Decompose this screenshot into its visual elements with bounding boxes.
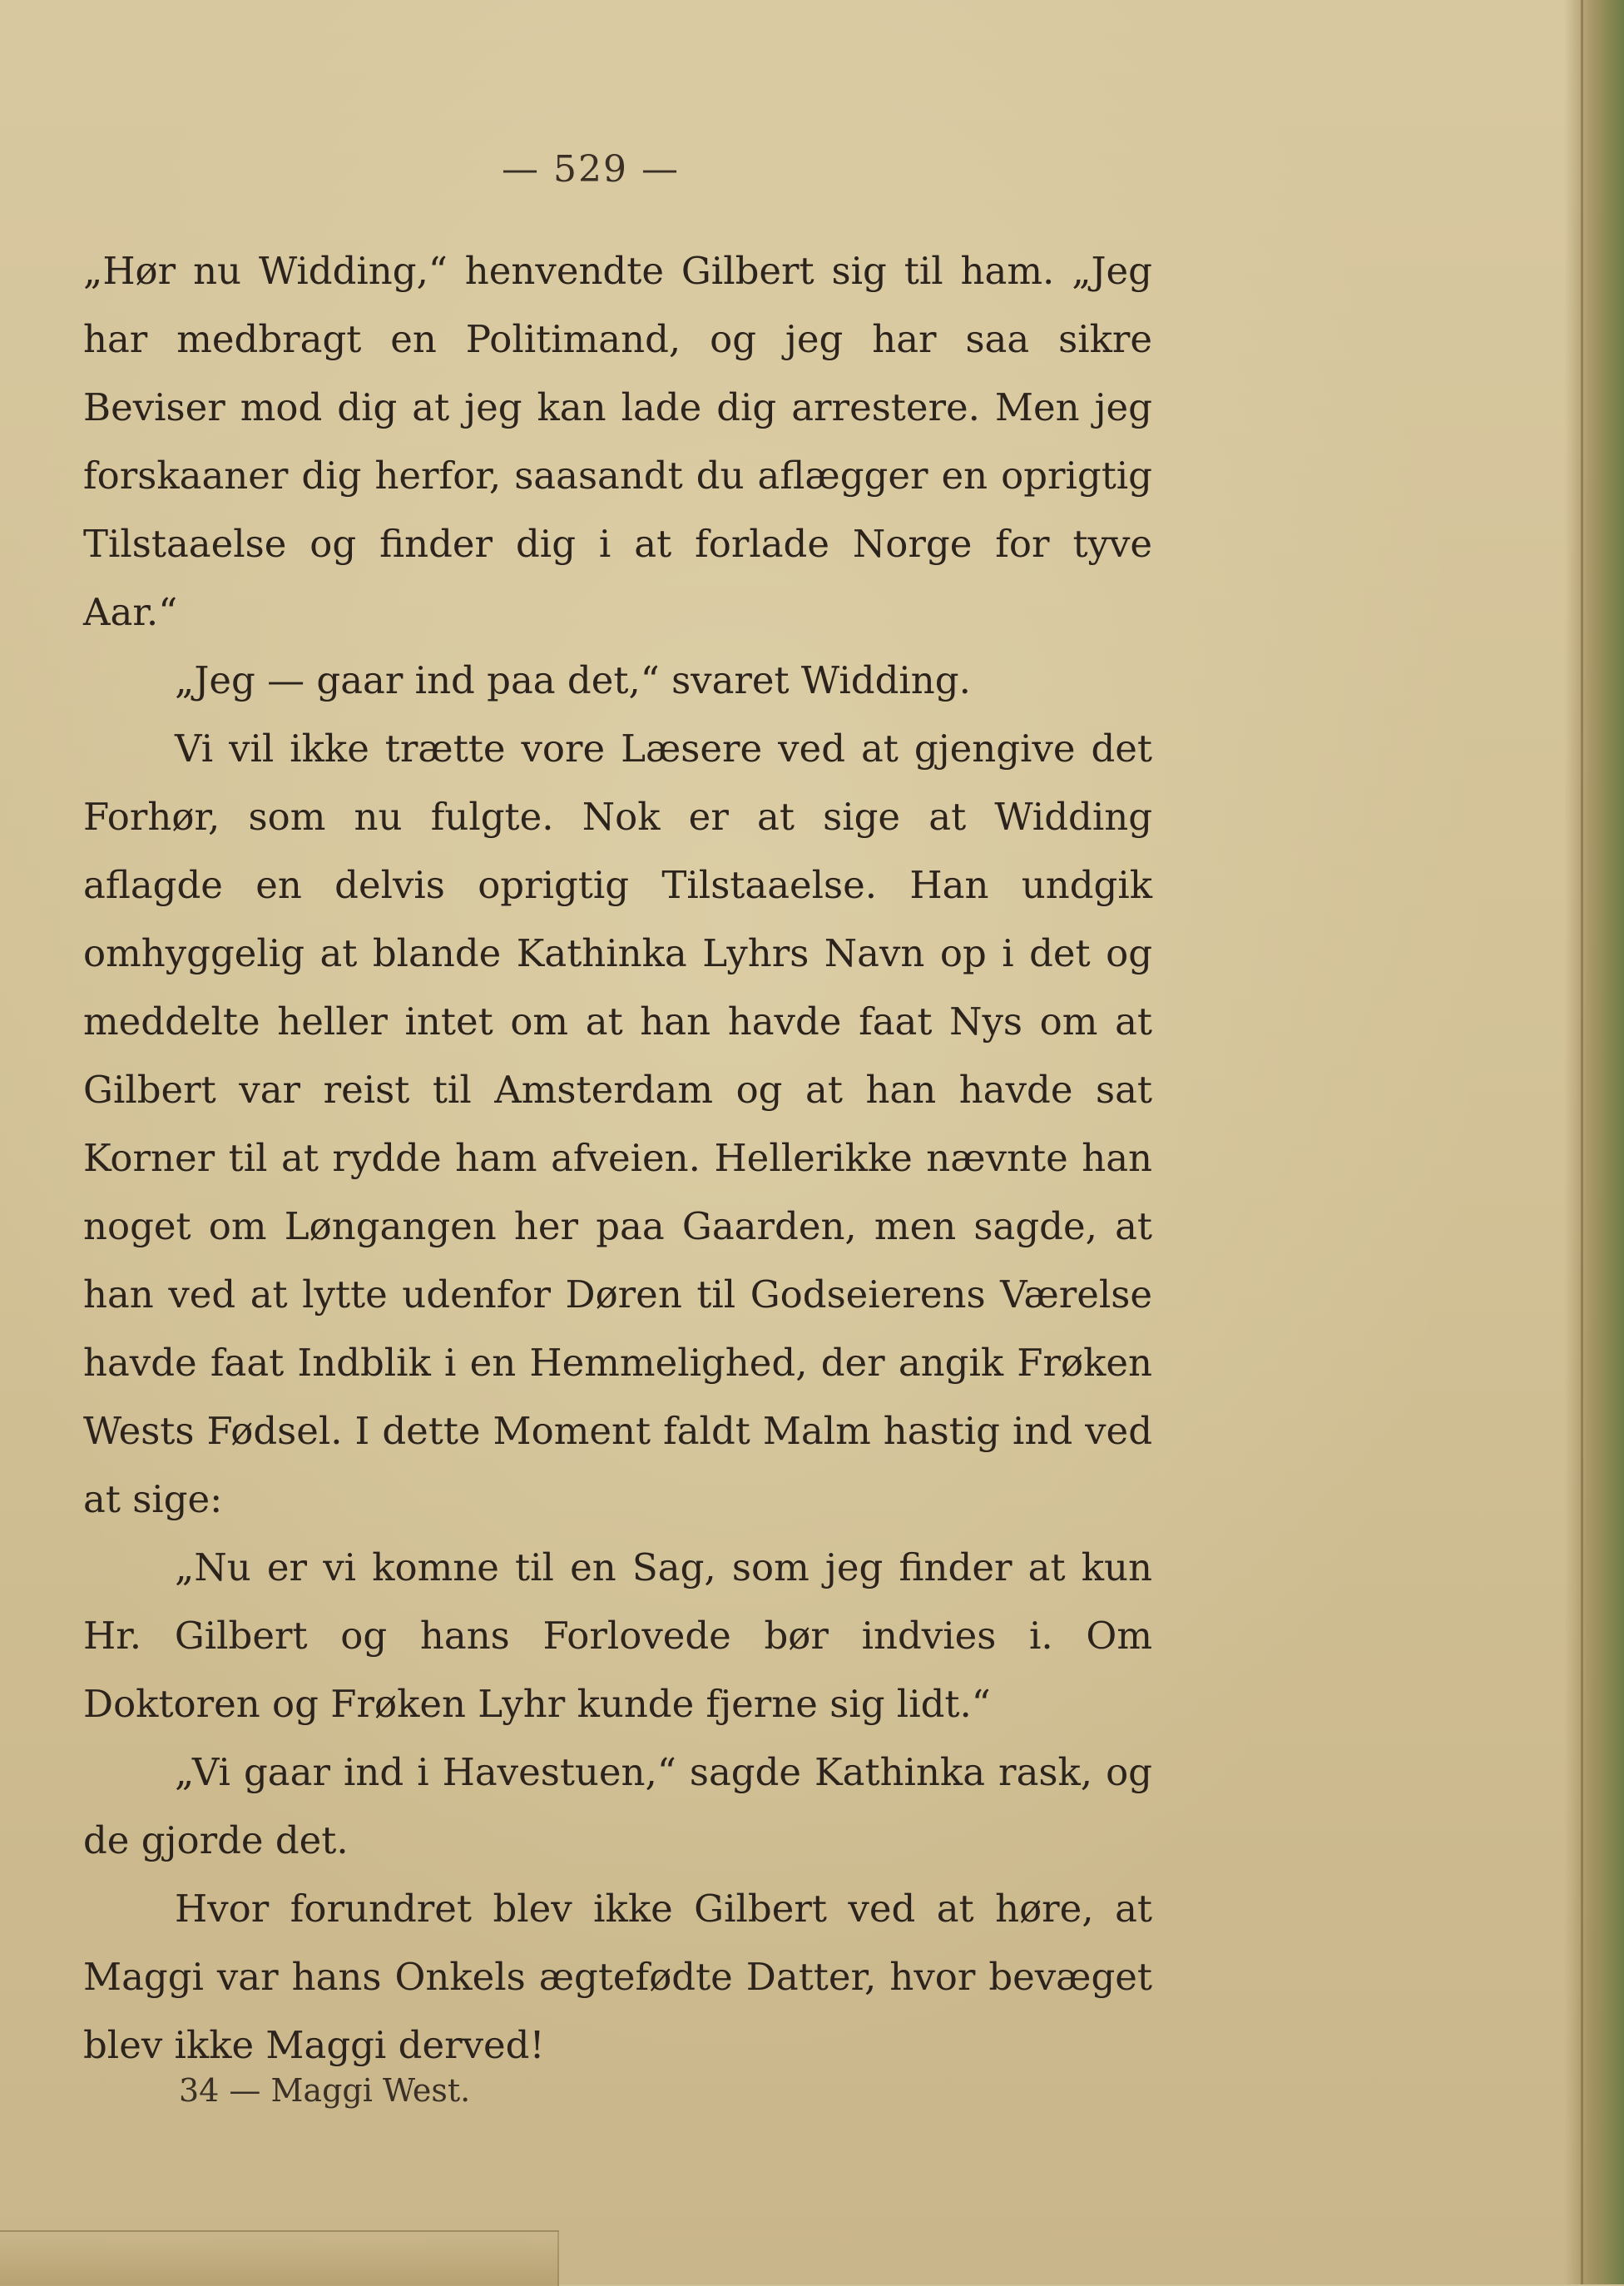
paragraph-2: „Jeg — gaar ind paa det,“ svaret Widding. [175,658,971,702]
paragraph-6: Hvor forundret blev ikke Gilbert ved at høre, at Maggi var hans Onkels ægtefødte Datter, hvor bevæget blev ikke Maggi derved! [83,1887,1152,2067]
page-bottom-tear [0,2230,559,2286]
paragraph-4: „Nu er vi komne til en Sag, som jeg finder at kun Hr. Gilbert og hans Forlovede bør indvies i. Om Doktoren og Frøken Lyhr kunde fjerne sig lidt.“ [83,1545,1152,1726]
paragraph-5: „Vi gaar ind i Havestuen,“ sagde Kathinka rask, og de gjorde det. [83,1750,1152,1862]
page-number: — 529 — [502,148,680,191]
signature-footer: 34 — Maggi West. [179,2072,471,2109]
page-edge-shadow [1564,0,1624,2284]
paragraph-1: „Hør nu Widding,“ henvendte Gilbert sig til ham. „Jeg har medbragt en Politimand, og jeg har saa sikre Beviser mod dig at jeg kan lade dig arrestere. Men jeg forskaaner dig herfor, saasandt du aflægger en oprigtig Tilstaaelse og finder dig i at forlade Norge for tyve Aar.“ [83,249,1152,634]
body-text [83,237,1152,2080]
paragraph-3: Vi vil ikke trætte vore Læsere ved at gjengive det Forhør, som nu fulgte. Nok er at sige at Widding aflagde en delvis oprigtig Tilstaaelse. Han undgik omhyggelig at blande Kathinka Lyhrs Navn op i det og meddelte heller intet om at han havde faat Nys om at Gilbert var reist til Amsterdam og at han havde sat Korner til at rydde ham afveien. Hellerikke nævnte han noget om Løngangen her paa Gaarden, men sagde, at han ved at lytte udenfor Døren til Godseierens Værelse havde faat Indblik i en Hemmelighed, der angik Frøken Wests Fødsel. I dette Moment faldt Malm hastig ind ved at sige: [83,726,1152,1521]
page-edge-line [1581,0,1583,2284]
